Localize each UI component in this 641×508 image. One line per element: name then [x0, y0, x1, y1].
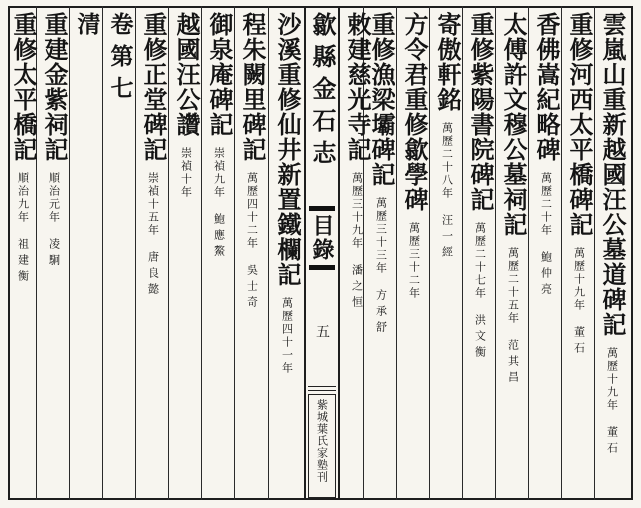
entry-right-3 — [530, 12, 562, 494]
entry-note: 萬歷十九年 — [605, 347, 619, 412]
entry-title: 重修漁梁壩碑記 — [367, 12, 396, 187]
entry-title: 沙溪重修仙井新置鐵欄記 — [273, 12, 302, 287]
column-rule — [268, 6, 269, 500]
entry-author: 范其昌 — [506, 339, 520, 387]
entry-author: 潘之恒 — [350, 264, 364, 312]
entry-right-5 — [464, 12, 496, 494]
page-number: 五 — [314, 324, 330, 338]
fold-rule — [308, 390, 336, 391]
fold-rule — [308, 386, 336, 387]
entry-author: 鮑仲亮 — [539, 251, 553, 299]
entry-title: 雲嵐山重新越國汪公墓道碑記 — [598, 12, 627, 337]
entry-right-6 — [431, 12, 463, 494]
entry-right-7 — [398, 12, 430, 494]
entry-note: 萬歷三十九年 — [350, 172, 364, 250]
entry-right-4 — [497, 12, 529, 494]
entry-note: 崇禎九年 — [212, 147, 226, 199]
entry-author: 董石 — [605, 426, 619, 458]
entry-title: 寄傲軒銘 — [433, 12, 462, 112]
entry-title: 敕建慈光寺記 — [343, 12, 372, 162]
entry-author: 汪一經 — [440, 214, 454, 262]
entry-right-2 — [563, 12, 595, 494]
entry-author: 祖建衡 — [16, 238, 30, 286]
entry-title: 重修紫陽書院碑記 — [466, 12, 495, 212]
entry-author: 董石 — [572, 326, 586, 358]
entry-author: 凌駉 — [47, 238, 61, 270]
entry-note: 崇禎十五年 — [146, 172, 160, 237]
entry-note: 萬歷二十七年 — [473, 222, 487, 300]
juan-heading — [104, 12, 136, 494]
entry-left-4 — [137, 12, 169, 494]
entry-title: 重建金紫祠記 — [40, 12, 69, 162]
entry-title: 御泉庵碑記 — [205, 12, 234, 137]
dynasty-label: 清 — [73, 12, 101, 44]
entry-note: 萬歷四十一年 — [280, 297, 294, 375]
entry-title: 方令君重修歙學碑 — [400, 12, 429, 212]
entry-right-1 — [596, 12, 628, 494]
entry-note: 萬歷三十二年 — [407, 222, 421, 300]
center-fold — [304, 6, 340, 500]
volume-heading: 卷第七 — [106, 12, 134, 108]
entry-title: 太傅許文穆公墓祠記 — [499, 12, 528, 237]
entry-title: 香佛嵩紀略碑 — [532, 12, 561, 162]
entry-right-10 — [270, 12, 304, 494]
entry-note: 順治九年 — [16, 172, 30, 224]
entry-title: 程朱闕里碑記 — [238, 12, 267, 162]
entry-author: 唐良懿 — [146, 251, 160, 299]
dynasty-heading — [71, 12, 103, 494]
entry-author: 方承舒 — [374, 289, 388, 337]
entry-title: 越國汪公讚 — [172, 12, 201, 137]
entry-note: 萬歷四十二年 — [245, 172, 259, 250]
entry-left-3 — [170, 12, 202, 494]
imprint-text: 紫城葉氏家塾刊 — [315, 399, 329, 483]
entry-title: 重修正堂碑記 — [139, 12, 168, 162]
entry-title: 重修太平橋記 — [9, 12, 38, 162]
book-title: 歙縣金石志 — [308, 12, 337, 172]
entry-author: 鮑應鰲 — [212, 213, 226, 261]
entry-note: 萬歷二十八年 — [440, 122, 454, 200]
entry-left-7 — [38, 12, 70, 494]
entry-right-9 — [341, 12, 373, 494]
imprint-box — [308, 394, 336, 498]
entry-note: 崇禎十年 — [179, 147, 193, 199]
entry-title: 重修河西太平橋碑記 — [565, 12, 594, 237]
entry-author: 洪文衡 — [473, 314, 487, 362]
entry-author: 吳士奇 — [245, 264, 259, 312]
entry-left-8 — [10, 12, 36, 494]
entry-note: 萬歷二十年 — [539, 172, 553, 237]
entry-note: 萬歷十九年 — [572, 247, 586, 312]
entry-note: 萬歷二十五年 — [506, 247, 520, 325]
entry-note: 萬歷三十三年 — [374, 197, 388, 275]
section-label: 目錄 — [309, 214, 335, 262]
entry-left-2 — [203, 12, 235, 494]
entry-left-1 — [236, 12, 268, 494]
entry-note: 順治元年 — [47, 172, 61, 224]
